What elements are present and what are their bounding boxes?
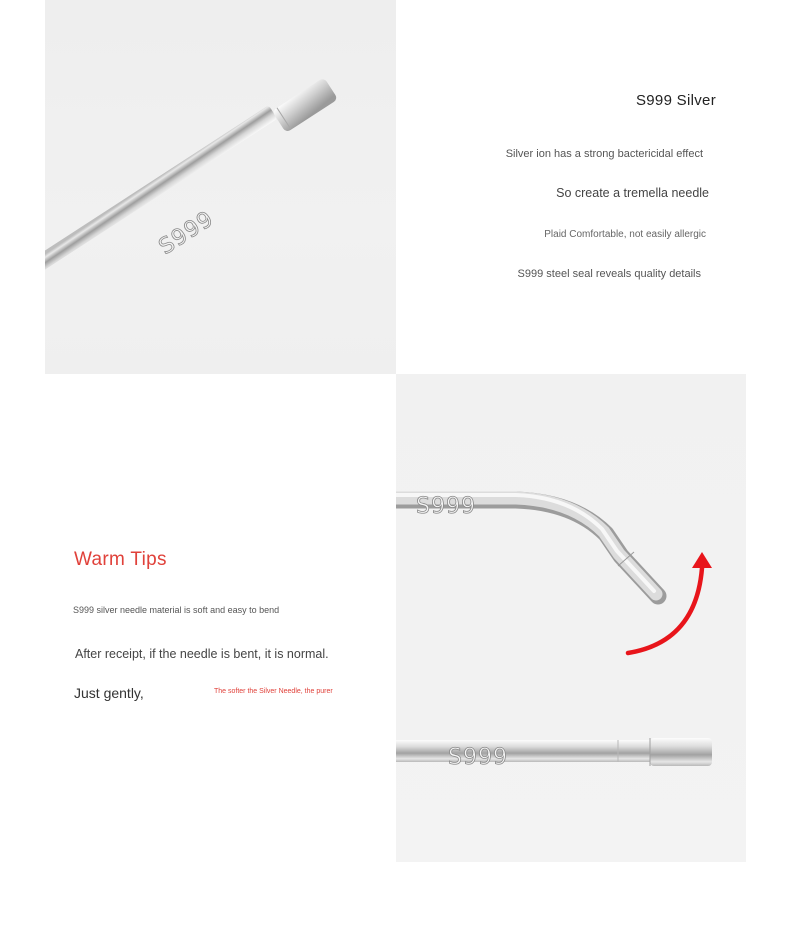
needle-stamp-bent: S999 — [416, 494, 476, 519]
warm-tips-softer-note: The softer the Silver Needle, the purer — [214, 688, 333, 695]
warm-tips-description: S999 silver needle material is soft and easy to bend — [73, 605, 280, 615]
needle-photo-diagonal — [45, 0, 396, 374]
needle-stamp-diagonal: S999 — [154, 206, 219, 261]
silver-title: S999 Silver — [635, 92, 716, 109]
warm-tips-just-gently: Just gently, — [74, 685, 144, 701]
silver-info-panel — [396, 0, 746, 374]
silver-line-tremella: So create a tremella needle — [556, 186, 709, 200]
warm-tips-panel — [45, 374, 396, 862]
warm-tips-title: Warm Tips — [74, 549, 167, 570]
silver-line-bactericidal: Silver ion has a strong bactericidal effect — [505, 148, 703, 160]
warm-tips-after-receipt: After receipt, if the needle is bent, it is normal. — [75, 647, 329, 661]
diagonal-needle-illustration — [45, 0, 396, 374]
silver-line-seal: S999 steel seal reveals quality details — [517, 268, 701, 280]
cut-off-red-text — [217, 700, 345, 704]
needle-stamp-straight: S999 — [448, 745, 508, 770]
silver-line-comfortable: Plaid Comfortable, not easily allergic — [544, 229, 706, 240]
needle-photo-bent-vs-straight — [396, 374, 746, 862]
bent-needle-illustration — [396, 374, 746, 862]
